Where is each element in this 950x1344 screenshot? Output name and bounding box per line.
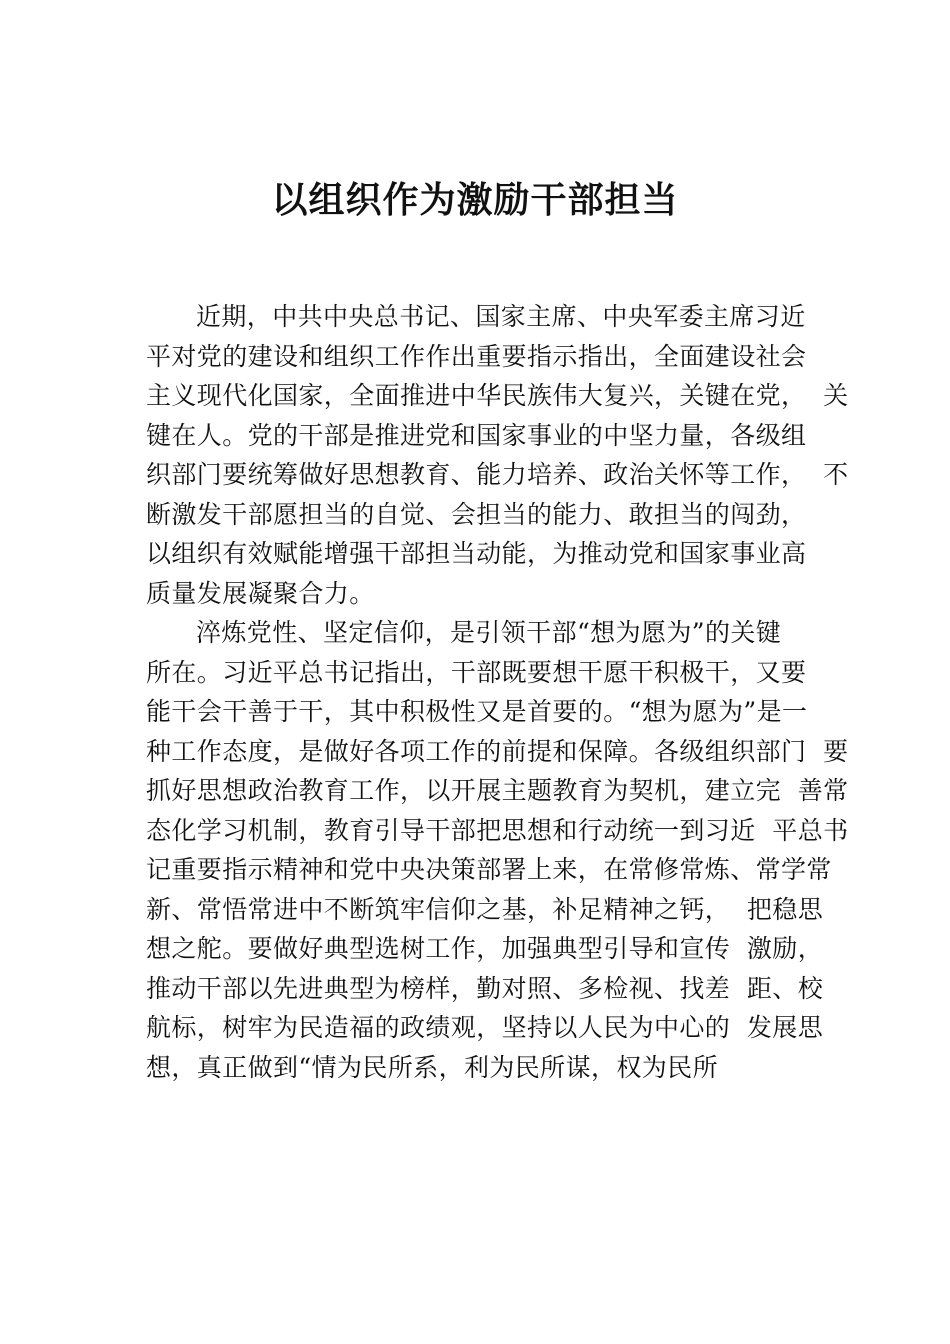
text-line: 平对党的建设和组织工作作出重要指示指出，全面建设社会 xyxy=(146,341,807,371)
text-line: 推动干部以先进典型为榜样，勤对照、多检视、找差 距、校 xyxy=(146,973,824,1003)
text-line: 断激发干部愿担当的自觉、会担当的能力、敢担当的闯劲， xyxy=(146,499,807,529)
text-line: 想之舵。要做好典型选树工作，加强典型引导和宣传 激励， xyxy=(146,934,824,963)
text-line: 想，真正做到“情为民所系，利为民所谋，权为民所 xyxy=(146,1052,718,1082)
text-line: 以组织有效赋能增强干部担当动能，为推动党和国家事业高 xyxy=(146,539,807,568)
text-line: 所在。习近平总书记指出，干部既要想干愿干积极干，又要 xyxy=(146,657,807,687)
text-line: 织部门要统筹做好思想教育、能力培养、政治关怀等工作， 不 xyxy=(146,460,849,489)
paragraph-2 xyxy=(146,613,849,1087)
text-line: 质量发展凝聚合力。 xyxy=(146,578,375,608)
text-line: 新、常悟常进中不断筑牢信仰之基，补足精神之钙， 把稳思 xyxy=(146,894,824,924)
text-line: 态化学习机制，教育引导干部把思想和行动统一到习近 平总书 xyxy=(146,815,849,845)
paragraph-1 xyxy=(146,297,849,613)
text-line: 航标，树牢为民造福的政绩观，坚持以人民为中心的 发展思 xyxy=(146,1013,824,1042)
text-line: 键在人。党的干部是推进党和国家事业的中坚力量，各级组 xyxy=(146,420,807,450)
text-line: 抓好思想政治教育工作，以开展主题教育为契机，建立完 善常 xyxy=(146,776,849,805)
text-line: 记重要指示精神和党中央决策部署上来，在常修常炼、常学常 xyxy=(146,855,832,884)
text-line: 种工作态度，是做好各项工作的前提和保障。各级组织部门 要 xyxy=(146,736,849,766)
text-line: 主义现代化国家，全面推进中华民族伟大复兴，关键在党， 关 xyxy=(146,381,849,410)
text-line: 淬炼党性、坚定信仰，是引领干部“想为愿为”的关键 xyxy=(196,618,782,647)
text-line: 近期，中共中央总书记、国家主席、中央军委主席习近 xyxy=(196,302,806,331)
text-line: 能干会干善于干，其中积极性又是首要的。“想为愿为”是一 xyxy=(146,697,808,726)
document-title: 以组织作为激励干部担当 xyxy=(271,179,679,221)
document-body xyxy=(146,297,849,1087)
